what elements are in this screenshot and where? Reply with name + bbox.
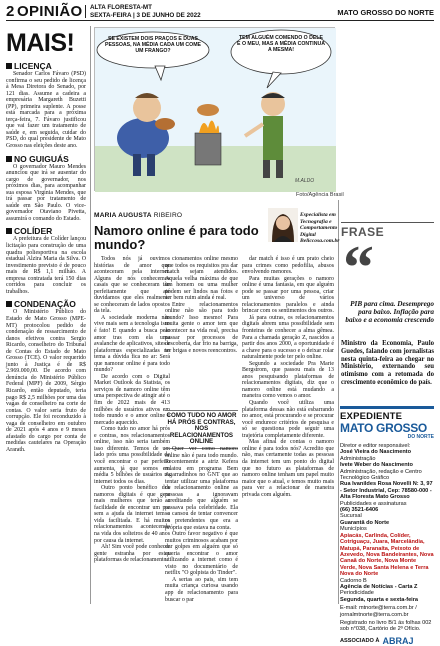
photo-credit: Foto/Agência Brasil: [296, 192, 344, 198]
expediente-line: Administração Ivete Weber do Nascimento: [340, 455, 413, 469]
cartoon-signature: M.ALDO: [295, 178, 315, 184]
article-title: Namoro online é para todo mundo?: [94, 223, 259, 252]
header-paper-name: MATO GROSSO DO NORTE: [337, 8, 434, 17]
page-number: 2: [6, 3, 15, 20]
cartoon-speech-left: SE EXISTEM DOIS PRAÇOS E DUAS PESSOAS, NA MÉDIA CADA UM COME UM FRANGO?: [105, 36, 201, 54]
column-rule: [338, 200, 339, 604]
mais-text: O Ministério Público do Estado de Mato Grosso (MPE-MT) protocolou pedido de condenação de ressarcimento de danos efetivos contra Sergio Ricardo, conselheiro do Tribunal de Contas do Estado de Mato Grosso (TCE). O valor requerido junto à Justiça é de R$ 2.969.000,00. De acordo com denúncia do Ministério Público Federal (MPF) de 2009, Sérgio Ricardo, então deputado, teria pago R$ 2,5 milhões por uma das vagas de conselheiro na corte de contas. O valor seria fruto de corrupção. Ele foi reconduzido à vaga de conselheiro em outubro de 2021 após 4 anos e 9 meses afastado do cargo por conta de medidas cautelares na Operação Ararath.: [6, 309, 86, 453]
square-bullet-icon: [6, 228, 12, 234]
frase-quote: PIB para cima. Desemprego para baixo. Inflação para baixo e a economia crescendo: [345, 300, 434, 325]
article-column-2b: Quer ver como namoro online não é para todo mundo. Recentemente a atriz Kefera relatou em programa Bem Agarradinhos no GNT que ao tentar utilizar uma plataforma de relacionamento online as pessoas a ignoravam acreditando que alguém se passava pela celebridade. Ela se cansou de tentar convencer os pretendentes que era a própria que estava na conta. Outro favor negativo é que muitos criminosos acabam por dar golpes em alguém que só queria encontrar o amor utilizando a internet como é visto no documentário de netflix "O golpista do Tinder". A sertas ao pais, sim tem muita criança curiosa usando app de relacionamento para buscar o par: [165, 446, 238, 603]
article-column-3: dar match é isso é um prato cheio para crimes como pedofilia, abusos envolvendo menores. Para muitas gerações o namoro online é uma fantasia, em que alguém pode se passar por uma pessoa, criar um universo de vários relacionamentos paralelos e ainda brincar com os sentimentos dos outros. Já para outras, os relacionamentos digitais abrem uma possibilidade sem fronteiras de conhecer a alma gêmea. Para a chamada geração Z, nascidos a partir dos anos 2000, a oportunidade é a chave para o sucesso e o deixar rolar naturalmente pode ter pelo online. Segundo a sociedade Pra Marie Bergstrom, que passou mais de 13 anos pesquisando plataformas de relacionamentos digitais, diz que o namoro online está mudando a maneira como vemos o amor. Quando você utiliza uma plataforma dessas não está esbarrando no amor, está procurando e se procurar você endurece critérios de pesquisa e só se questiona pode seguir uma trajetória completamente diferente. Mas afinal de contas o namoro online é para todos nós? Acredito que não, mas certamente todas as pessoas da internet tem um ponto do digital que no futuro as plataformas de namoro online tenham um papel muito maior que o atual, e temos muito mais para ver a relacionar de maneira privada com alguém.: [242, 256, 334, 498]
svg-text:“: “: [343, 234, 374, 302]
header-city: ALTA FLORESTA-MT: [90, 4, 153, 11]
expediente-line: Administração, redação e Centro Tecnológico Gráfico Rua Ivanildes Rosa Novelli N: 3, 97 - Setor Industrial, Cep: 78580-000 - Alta Floresta Mato Grosso: [340, 468, 433, 501]
frase-attribution: Ministro da Economia, Paulo Guedes, falando com jornalistas nesta quinta-feira ao chegar no Ministério, externando seu otimismo com a retomada do crescimento econômico do país.: [341, 340, 434, 386]
mais-text: O governador Mauro Mendes anunciou que irá se ausentar do cargo de governador, nos próximos dias, para acompanhar sua esposa Virgínia Mendes, que irá passar por tratamento de saúde em São Paulo. O vice-governador Otaviano Pivetta, assumirá o comando do Estado.: [6, 163, 86, 222]
mais-text: A prefeitura de Colíder lançou licitação para construção de uma quadra poliesportiva na escola estadual Alzira Maria da Silva. O investimento previsto é de pouco mais de R$ 1,1 milhão. A empresa contratada terá 150 dias corridos para concluir os trabalhos.: [6, 236, 86, 295]
associado-badge: ASSOCIADO À ABRAJ: [340, 635, 414, 646]
header-divider: [85, 5, 86, 18]
mais-heading: COLÍDER: [6, 226, 86, 236]
abraj-logo: ABRAJ: [382, 635, 414, 646]
square-bullet-icon: [6, 63, 12, 69]
expediente-line: Sucursal Guarantã do Norte: [340, 513, 390, 526]
expediente-logo: MATO GROSSO DO NORTE: [340, 421, 434, 440]
expediente-email: E-mail: mtnorte@terra.com.br / jornalmtnorte@terra.com.br: [340, 605, 417, 618]
editorial-cartoon: [94, 27, 335, 191]
article-byline: MARIA AUGUSTA RIBEIRO: [94, 212, 183, 219]
frase-label: FRASE: [341, 222, 434, 239]
expediente-line: Periodicidade Segunda, quarta e sexta-feira: [340, 590, 419, 603]
author-bio: Especialista em Tecnografia e Comportamento Digital Beliccosa.com.br: [300, 212, 340, 244]
header-date: SEXTA-FEIRA | 3 DE JUNHO DE 2022: [90, 12, 201, 19]
expediente-line: Municípios Apiacás, Carlinda, Colíder, Cotriguaçu, Juara, Marcelândia, Matupá, Paranaíta, Peixoto de Azevedo, Nova Bandeirantes, Nova Canaã do Norte, Nova Monte Verde, Nova Santa Helena e Terra Nova do Norte: [340, 526, 434, 578]
article-column-1: Todos nós já ouvimos histórias de amor que aconteceram pela internet. Alguns de nós conhecemos casais que se conheceram tão perfeitamente que até duvidamos que eles realmente se conheceram de lados opostos da tela. A sociedade moderna não vive mais sem a tecnologia isso é fato! E quando a busca pelo amor tras com ela uma avalanche de aplicativos, sites e plataformas especializadas no tema a dúvida fica no ar: Será que namorar online é para todo mundo? De acordo com o Digital Market Outlook da Statista, os serviços de namoro online têm uma perspectiva de atingir até o fim de 2022 mais de 413 milhões de usuários ativos em todo mundo e o amor online é mercado aquecido. Como tudo no amor há prós e contras, nos relacionamentos online, isso não seria também isso diferente. Temos de um lado prós uma possibilidade de você encontrar o par perfeito aumenta, já que somos em média 5 bilhões de usuários na internet todos os dias. Outro ponto benéfico dos namoros digitais é que gera mais mulheres que terão a facilidade de encontrar um par sem a ajuda da internet tem a vida facilitada. E há muitos relacionamentos acontecendo na vida dos solteiros de 40 anos por causa da internet. Ah! Sim você pode conhecer gente estranha por estas plataformas de relacionamento.: [94, 256, 170, 564]
expediente-line: Cadorno B Agência de Notícias - Carta Z: [340, 577, 418, 590]
expediente-line: Publicidades e assinaturas (66) 3521-6406: [340, 500, 407, 514]
cartoon-speech-right: TEM ALGUÉM COMENDO O DELE E O MEU, MAS A MÉDIA CONTINUA A MESMA!: [237, 35, 325, 53]
square-bullet-icon: [6, 301, 12, 307]
expediente-title: EXPEDIENTE: [340, 411, 403, 422]
mais-text: Senador Carlos Fávaro (PSD) confirma o seu pedido de licença à Mesa Diretora do Senado, por 121 dias. Assume a cadeira a empresária Margareth Buzetti (PP), primeira suplente. A posse está marcada para a próxima terça-feira, 7. Fávaro justificou que vai fazer um tratamento de saúde e, em seguida, cuidar do PSD, do qual presidente de Mato Grosso nas eleições deste ano.: [6, 71, 86, 150]
mais-heading: CONDENAÇÃO: [6, 299, 86, 309]
article-column-2: cionamentos online mesmo que todos os requisitos pra dar match sejam atendidos. Aquela velha máxima de que um homem ou uma mulher podem ser lindos nas fotos e ser bem ruim ainda é real. Entre relacionamentos online não são para todo mundo? Isso mesmo! Para muita gente o amor tem que acontecer na vida real, precisa passar por processos de descoberta, dar frio na barriga, ter brigas e novos reencontros.: [165, 256, 238, 354]
section-title: OPINIÃO: [17, 3, 83, 20]
article-pull-quote: COMO TUDO NO AMOR HÁ PRÓS E CONTRAS, NOS RELACIONAMENTOS ONLINE: [165, 410, 238, 449]
mais-column: [6, 61, 86, 605]
mais-heading: LICENÇA: [6, 61, 86, 71]
expediente-registry: Registrado no livro B/1 ás folhas 002 sob n°038, Cartório de 2º Ofício.: [340, 619, 432, 633]
quote-marks-icon: [341, 234, 431, 302]
mais-title: MAIS!: [6, 29, 75, 57]
column-rule: [90, 26, 91, 604]
square-bullet-icon: [6, 156, 12, 162]
mais-heading: NO GUIGUÁS: [6, 154, 86, 164]
page-header: [6, 3, 434, 21]
expediente-line: Diretor e editor responsável: José Vieira do Nascimento: [340, 443, 412, 456]
expediente-box: [340, 406, 434, 646]
author-photo: [268, 208, 298, 242]
